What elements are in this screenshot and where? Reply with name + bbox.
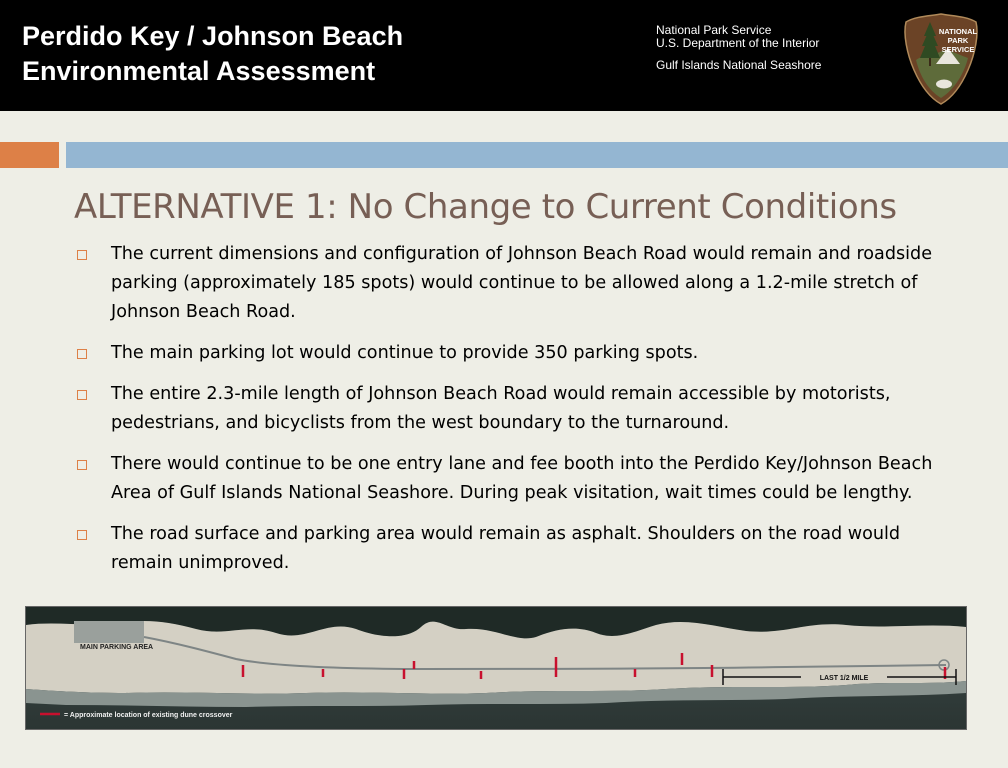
slide-title: ALTERNATIVE 1: No Change to Current Conditions — [74, 187, 897, 227]
accent-bar-blue — [66, 142, 1008, 168]
bullet-text: The road surface and parking area would remain as asphalt. Shoulders on the road would remain unimproved. — [111, 524, 901, 573]
agency-name: National Park Service — [656, 23, 772, 37]
agency-block — [656, 24, 821, 72]
logo-text-national: NATIONAL — [938, 27, 978, 36]
square-bullet-icon — [77, 349, 87, 359]
bullet-text: There would continue to be one entry lane and fee booth into the Perdido Key/Johnson Beach Area of Gulf Islands National Seashore. During peak visitation, wait times could be lengthy. — [111, 454, 933, 503]
bullet-item — [74, 450, 954, 508]
presentation-title — [22, 19, 403, 89]
square-bullet-icon — [77, 250, 87, 260]
main-parking-area-label: MAIN PARKING AREA — [80, 644, 154, 651]
logo-text-park: PARK — [947, 36, 969, 45]
bullet-item — [74, 240, 954, 327]
square-bullet-icon — [77, 390, 87, 400]
park-unit-name: Gulf Islands National Seashore — [656, 58, 822, 72]
bullet-text: The current dimensions and configuration of Johnson Beach Road would remain and roadside parking (approximately 185 spots) would continue to be allowed along a 1.2-mile stretch of Johnson Beach Road. — [111, 244, 933, 322]
header-banner — [0, 0, 1008, 111]
bullet-list — [74, 240, 954, 590]
aerial-map-graphic — [26, 607, 966, 729]
department-name: U.S. Department of the Interior — [656, 36, 820, 50]
logo-text-service: SERVICE — [941, 45, 975, 54]
bullet-text: The main parking lot would continue to provide 350 parking spots. — [111, 343, 699, 363]
last-half-mile-label: LAST 1/2 MILE — [819, 675, 869, 682]
square-bullet-icon — [77, 460, 87, 470]
accent-bar-orange — [0, 142, 59, 168]
square-bullet-icon — [77, 530, 87, 540]
parking-lot — [74, 621, 144, 643]
aerial-map-johnson-beach-road — [25, 606, 967, 730]
legend-text: = Approximate location of existing dune crossover — [64, 712, 233, 719]
bullet-item — [74, 520, 954, 578]
bullet-item — [74, 380, 954, 438]
nps-arrowhead-logo — [902, 12, 980, 106]
bullet-text: The entire 2.3-mile length of Johnson Beach Road would remain accessible by motorists, pedestrians, and bicyclists from the west boundary to the turnaround. — [111, 384, 891, 433]
title-line-1: Perdido Key / Johnson Beach — [22, 21, 404, 51]
title-line-2: Environmental Assessment — [22, 56, 376, 86]
bullet-item — [74, 339, 954, 368]
